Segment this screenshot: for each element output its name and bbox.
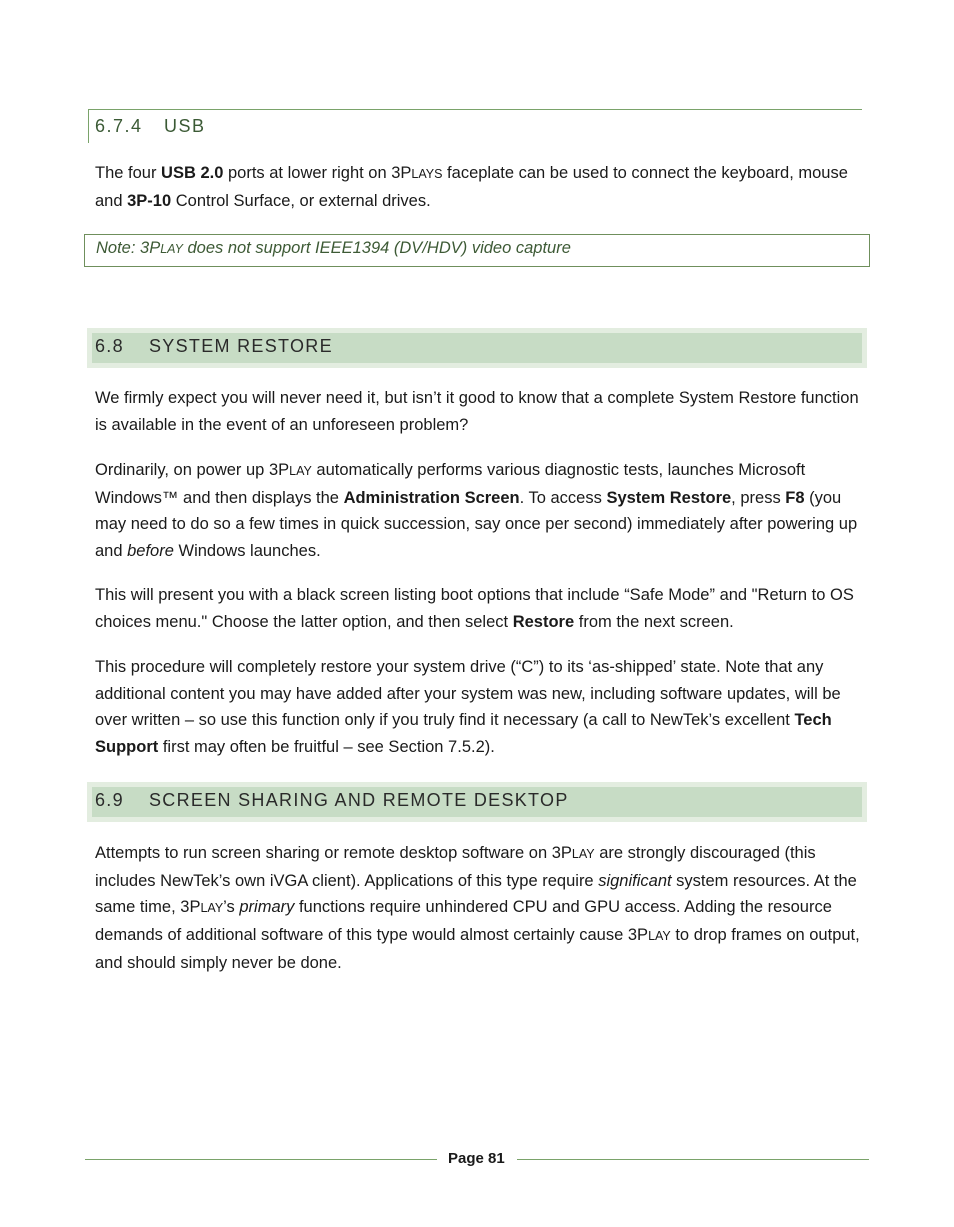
note-text: Note: 3PLAY does not support IEEE1394 (DV/HDV) video capture (96, 239, 571, 257)
page-number: Page 81 (448, 1150, 505, 1167)
section-6-7-4-heading (88, 109, 862, 143)
section-6-8-heading (87, 328, 867, 368)
note-box (84, 234, 870, 267)
restore-paragraph-2: Ordinarily, on power up 3PLAY automatically performs various diagnostic tests, launches Microsoft Windows™ and then displays the Administration Screen. To access System Restore, press F8 (you may need to do so a few times in quick succession, say once per second) immediately after powering up and before Windows launches. (95, 461, 858, 561)
footer-rule-right (517, 1159, 869, 1160)
section-title: USB (164, 116, 206, 136)
section-title: SCREEN SHARING AND REMOTE DESKTOP (149, 790, 569, 810)
restore-paragraph-3: This will present you with a black screen listing boot options that include “Safe Mode” and "Return to OS choices menu." Choose the latter option, and then select Restore from the next screen. (95, 586, 854, 631)
section-number: 6.9 (95, 790, 124, 810)
section-6-9-heading (87, 782, 867, 822)
section-title: SYSTEM RESTORE (149, 336, 333, 356)
restore-paragraph-1: We firmly expect you will never need it, but isn’t it good to know that a complete System Restore function is available in the event of an unforeseen problem? (95, 389, 859, 434)
usb-paragraph: The four USB 2.0 ports at lower right on 3PLAYS faceplate can be used to connect the keyboard, mouse and 3P-10 Control Surface, or external drives. (95, 164, 848, 210)
sharing-paragraph: Attempts to run screen sharing or remote desktop software on 3PLAY are strongly discouraged (this includes NewTek’s own iVGA client). Applications of this type require significant system resources. At the same time, 3PLAY’s primary functions require unhindered CPU and GPU access. Adding the resource demands of additional software of this type would almost certainly cause 3PLAY to drop frames on output, and should simply never be done. (95, 844, 860, 972)
section-number: 6.8 (95, 336, 124, 356)
section-number: 6.7.4 (95, 116, 143, 136)
restore-paragraph-4: This procedure will completely restore your system drive (“C”) to its ‘as-shipped’ state. Note that any additional content you may have added after your system was new, including software updates, will be over written – so use this function only if you truly find it necessary (a call to NewTek’s excellent Tech Support first may often be fruitful – see Section 7.5.2). (95, 658, 841, 757)
footer-rule-left (85, 1159, 437, 1160)
